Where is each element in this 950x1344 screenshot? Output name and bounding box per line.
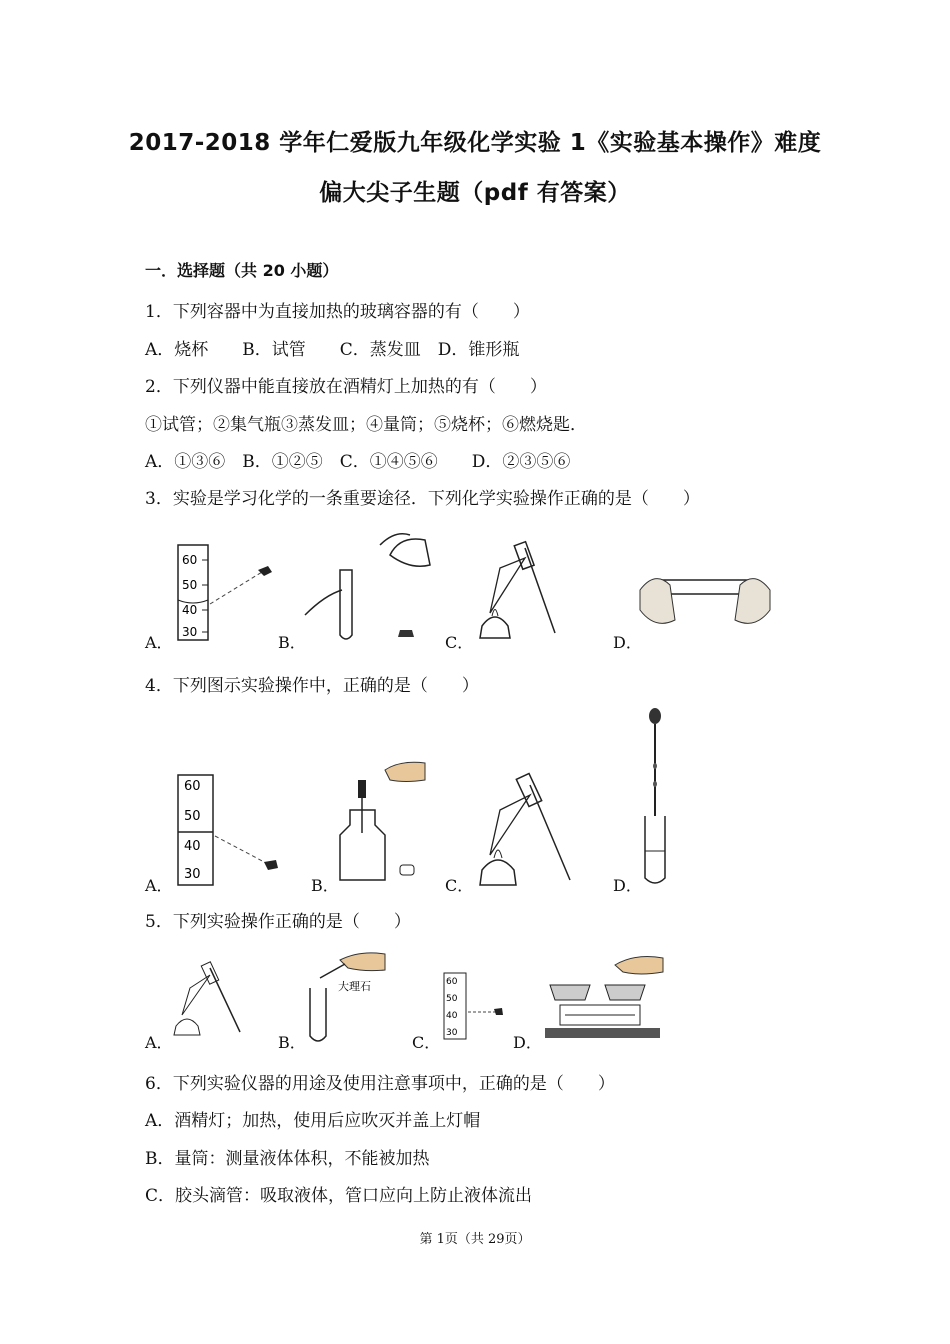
q3c-heating-test-tube-figure <box>470 538 580 643</box>
q3-label-d: D． <box>613 633 642 652</box>
q3a-graduated-cylinder-figure <box>170 540 280 645</box>
q5c-graduated-cylinder-figure <box>440 970 510 1042</box>
q3-label-b: B． <box>278 633 306 652</box>
q4-label-b: B． <box>311 876 339 895</box>
page-footer: 第 1页（共 29页） <box>419 1232 531 1247</box>
q3a-tick-30: 30 <box>182 625 198 639</box>
q5a-heating-test-tube-figure <box>170 960 250 1040</box>
document-title-line1: 2017-2018 学年仁爱版九年级化学实验 1《实验基本操作》难度 <box>128 130 822 156</box>
q4a-tick-30: 30 <box>184 867 201 882</box>
q5c-tick-60: 60 <box>446 977 458 987</box>
question-6-option-b: B．量筒：测量液体体积，不能被加热 <box>145 1149 430 1169</box>
q4d-dropper-over-tube-figure <box>635 706 675 890</box>
q5-label-d: D． <box>513 1033 542 1052</box>
q5-label-b: B． <box>278 1033 306 1052</box>
q4a-tick-40: 40 <box>184 839 201 854</box>
q4a-tick-50: 50 <box>184 809 201 824</box>
q4b-dropper-in-bottle-figure <box>335 755 435 890</box>
question-6-option-c: C．胶头滴管：吸取液体，管口应向上防止液体流出 <box>145 1186 533 1206</box>
q4-label-d: D． <box>613 876 642 895</box>
question-2-stem: 2．下列仪器中能直接放在酒精灯上加热的有（ ） <box>145 377 547 397</box>
q4c-heating-test-tube-figure <box>470 770 590 890</box>
q3a-tick-40: 40 <box>182 603 198 617</box>
question-6-option-a: A．酒精灯；加热，使用后应吹灭并盖上灯帽 <box>145 1111 481 1131</box>
section-heading: 一．选择题（共 20 小题） <box>145 261 339 280</box>
q4a-tick-60: 60 <box>184 779 201 794</box>
question-2-items: ①试管；②集气瓶③蒸发皿；④量筒；⑤烧杯；⑥燃烧匙． <box>145 415 587 435</box>
q3b-pouring-liquid-figure <box>300 525 440 645</box>
eye-icon <box>258 566 272 576</box>
question-4-stem: 4．下列图示实验操作中，正确的是（ ） <box>145 676 479 696</box>
eye-icon <box>264 860 278 870</box>
q3a-tick-50: 50 <box>182 578 198 592</box>
question-3-stem: 3．实验是学习化学的一条重要途径．下列化学实验操作正确的是（ ） <box>145 489 700 509</box>
eye-icon <box>494 1008 503 1015</box>
q5c-tick-50: 50 <box>446 994 458 1004</box>
q5b-marble-label: 大理石 <box>338 980 371 993</box>
question-1-options: A．烧杯 B．试管 C．蒸发皿 D．锥形瓶 <box>145 340 520 360</box>
q3-label-a: A． <box>145 633 173 652</box>
q3a-tick-60: 60 <box>182 553 198 567</box>
question-2-options: A．①③⑥ B．①②⑤ C．①④⑤⑥ D．②③⑤⑥ <box>145 452 571 472</box>
question-1-stem: 1．下列容器中为直接加热的玻璃容器的有（ ） <box>145 302 530 322</box>
q5-label-c: C． <box>412 1033 441 1052</box>
q3-label-c: C． <box>445 633 474 652</box>
q5c-tick-30: 30 <box>446 1028 458 1038</box>
q3d-shaking-test-tube-figure <box>635 560 775 640</box>
q5b-marble-into-tube-figure <box>300 948 390 1048</box>
q5c-tick-40: 40 <box>446 1011 458 1021</box>
q5-label-a: A． <box>145 1033 173 1052</box>
q4-label-a: A． <box>145 876 173 895</box>
question-5-stem: 5．下列实验操作正确的是（ ） <box>145 912 411 932</box>
question-6-stem: 6．下列实验仪器的用途及使用注意事项中，正确的是（ ） <box>145 1074 615 1094</box>
q4a-graduated-cylinder-figure <box>170 770 290 890</box>
q5d-balance-figure <box>545 950 665 1045</box>
q4-label-c: C． <box>445 876 474 895</box>
document-title-line2: 偏大尖子生题（pdf 有答案） <box>319 180 631 206</box>
